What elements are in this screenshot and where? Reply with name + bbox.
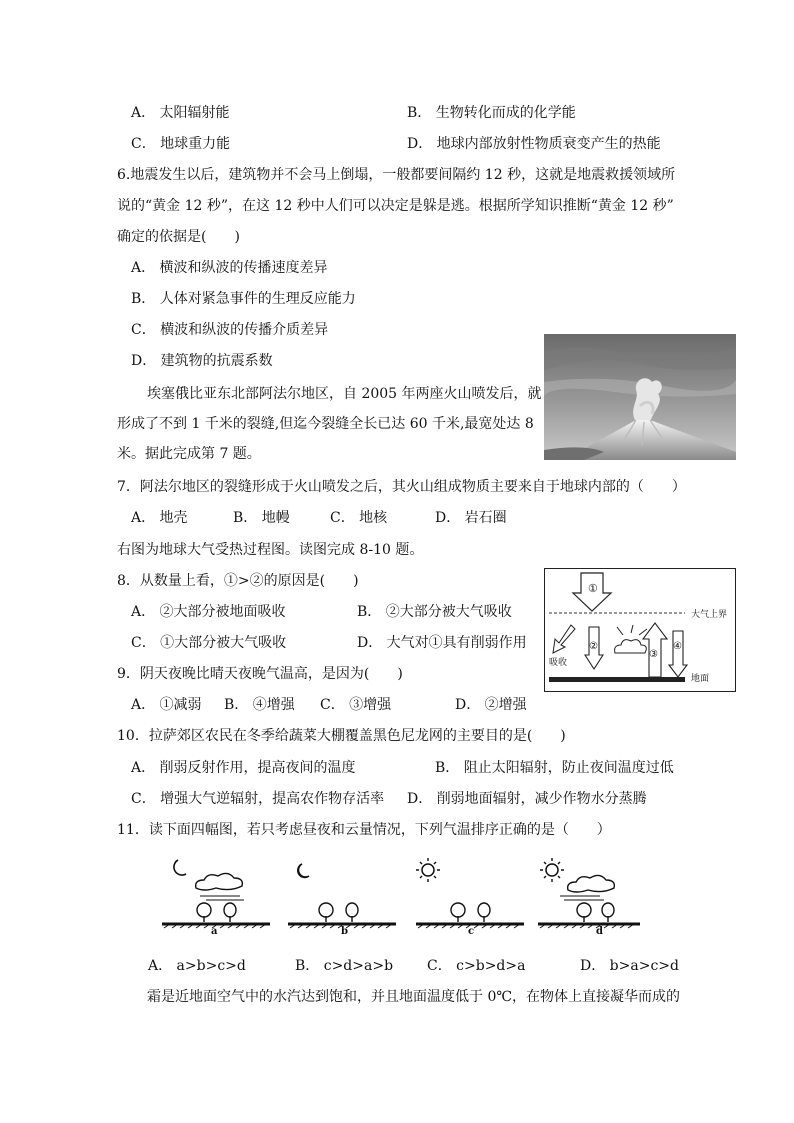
panel-b-label: b	[341, 926, 348, 937]
q9-stem: 9．阴天夜晚比晴天夜晚气温高，是因为( )	[117, 666, 403, 682]
frost-passage: 霜是近地面空气中的水汽达到饱和，并且地面温度低于 0℃，在物体上直接凝华而成的	[147, 989, 681, 1005]
q11-option-c: C． c>b>d>a	[427, 958, 526, 974]
passage-7-line-3: 米。据此完成第 7 题。	[117, 446, 261, 462]
panel-b	[288, 864, 396, 928]
label-4: ④	[673, 641, 682, 652]
volcano-photo	[544, 334, 736, 460]
q10-option-c: C． 增强大气逆辐射，提高农作物存活率	[131, 791, 385, 807]
passage-7-line-2: 形成了不到 1 千米的裂缝,但迄今裂缝全长已达 60 千米,最宽处达 8	[117, 416, 534, 432]
q8-option-c: C． ①大部分被大气吸收	[131, 635, 287, 651]
q10-option-b: B． 阻止太阳辐射，防止夜间温度过低	[435, 760, 674, 776]
q6-option-b: B． 人体对紧急事件的生理反应能力	[131, 291, 356, 307]
q6-stem-line-2: 说的“黄金 12 秒”，在这 12 秒中人们可以决定是躲是逃。根据所学知识推断“黄金 12 秒”	[117, 198, 674, 214]
atmosphere-heating-diagram	[544, 568, 736, 692]
label-top-of-atmosphere: 大气上界	[691, 610, 728, 620]
intro-q8-10: 右图为地球大气受热过程图。读图完成 8-10 题。	[117, 542, 424, 558]
panel-c-label: c	[468, 926, 475, 937]
q6-option-d: D． 建筑物的抗震系数	[131, 353, 273, 369]
label-3: ③	[649, 649, 658, 660]
label-ground: 地面	[691, 674, 710, 684]
panel-d	[538, 858, 640, 928]
q6-option-a: A． 横波和纵波的传播速度差异	[131, 260, 328, 276]
label-1: ①	[588, 582, 598, 595]
panel-a-label: a	[211, 926, 218, 937]
label-2: ②	[589, 641, 598, 652]
q7-option-b: B． 地幔	[233, 510, 290, 526]
q8-option-a: A． ②大部分被地面吸收	[131, 604, 286, 620]
q10-option-d: D． 削弱地面辐射，减少作物水分蒸腾	[407, 791, 647, 807]
panel-c	[416, 858, 524, 928]
q7-option-c: C． 地核	[330, 510, 388, 526]
q11-stem: 11．读下面四幅图，若只考虑昼夜和云量情况，下列气温排序正确的是（ ）	[117, 822, 611, 838]
q5-option-b: B． 生物转化而成的化学能	[407, 105, 576, 121]
q9-option-a: A． ①减弱	[131, 697, 202, 713]
q10-stem: 10．拉萨郊区农民在冬季给蔬菜大棚覆盖黑色尼龙网的主要目的是( )	[117, 728, 566, 744]
q5-option-c: C． 地球重力能	[131, 136, 231, 152]
q5-option-d: D． 地球内部放射性物质衰变产生的热能	[407, 136, 661, 152]
q8-option-d: D． 大气对①具有削弱作用	[357, 635, 527, 651]
q9-option-b: B． ④增强	[224, 697, 295, 713]
q6-stem-line-1: 6.地震发生以后，建筑物并不会马上倒塌，一般都要间隔约 12 秒，这就是地震救援领域所	[117, 167, 676, 183]
q7-option-a: A． 地壳	[131, 510, 188, 526]
q9-option-c: C． ③增强	[320, 697, 392, 713]
q7-stem: 7．阿法尔地区的裂缝形成于火山喷发之后，其火山组成物质主要来自于地球内部的（ ）	[117, 479, 686, 495]
q11-option-d: D． b>a>c>d	[580, 958, 679, 974]
q6-stem-line-3: 确定的依据是( )	[117, 229, 240, 245]
q8-option-b: B． ②大部分被大气吸收	[357, 604, 512, 620]
day-night-panels	[160, 852, 650, 942]
q11-option-b: B． c>d>a>b	[295, 958, 394, 974]
q6-option-c: C． 横波和纵波的传播介质差异	[131, 322, 329, 338]
q8-stem: 8．从数量上看，①>②的原因是( )	[117, 573, 359, 589]
q7-option-d: D． 岩石圈	[435, 510, 507, 526]
q5-option-a: A． 太阳辐射能	[131, 105, 230, 121]
panel-d-label: d	[596, 926, 603, 937]
q11-option-a: A． a>b>c>d	[148, 958, 246, 974]
q9-option-d: D． ②增强	[455, 697, 527, 713]
label-absorb: 吸收	[549, 658, 568, 668]
panel-a	[162, 860, 270, 928]
q10-option-a: A． 削弱反射作用，提高夜间的温度	[131, 760, 356, 776]
passage-7-line-1: 埃塞俄比亚东北部阿法尔地区，自 2005 年两座火山喷发后，就	[147, 386, 542, 402]
